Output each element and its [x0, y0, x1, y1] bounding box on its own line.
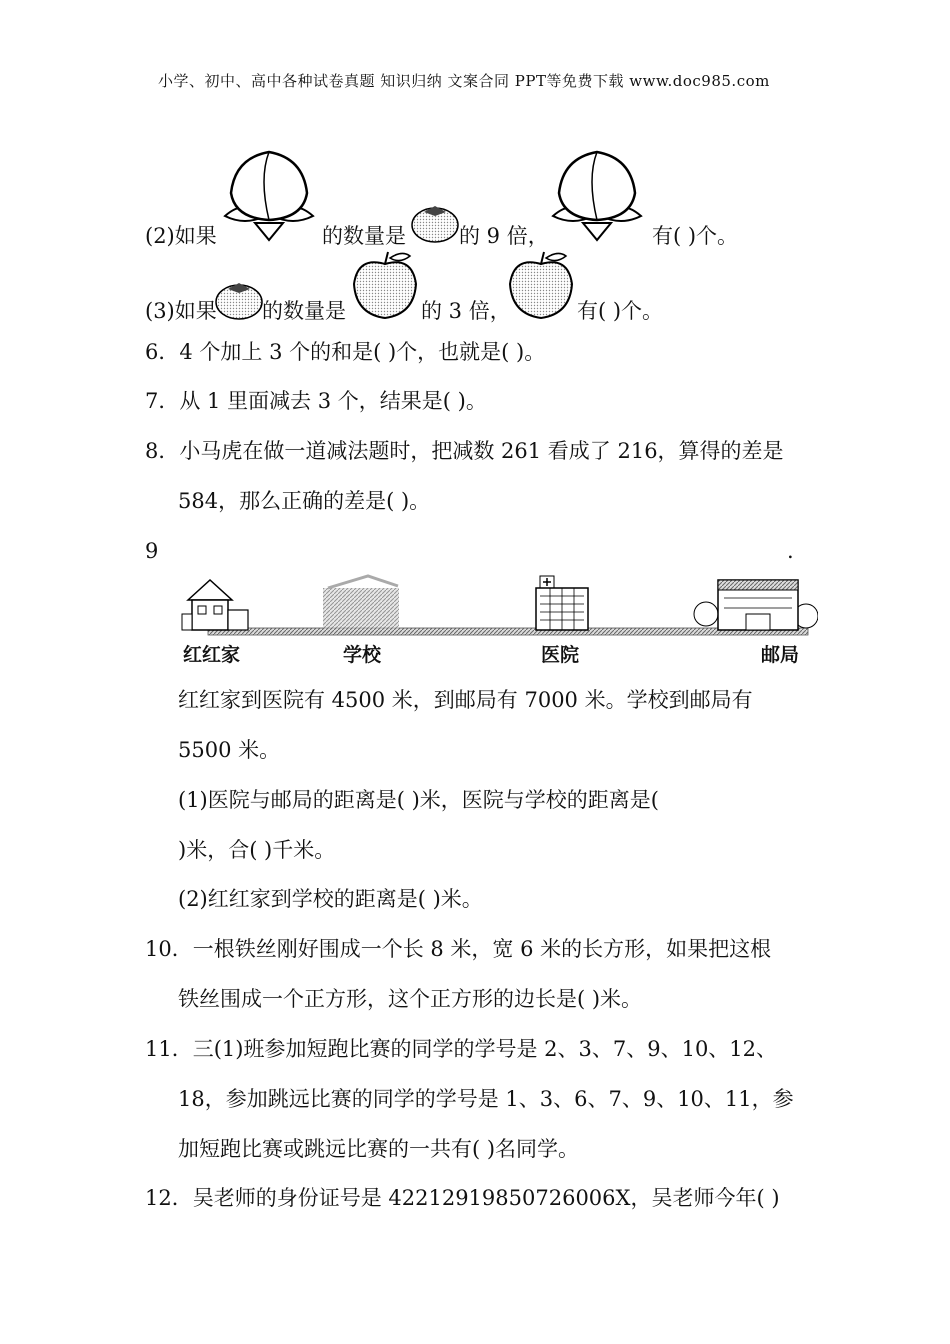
- q5-part2-mid2: 的 9 倍，: [459, 224, 549, 248]
- question-10-line2: 铁丝围成一个正方形，这个正方形的边长是( )米。: [178, 987, 643, 1011]
- q5-part3-prefix: (3)如果: [145, 299, 217, 323]
- question-9-desc1: 红红家到医院有 4500 米，到邮局有 7000 米。学校到邮局有: [178, 688, 753, 712]
- persimmon-icon: [410, 200, 460, 244]
- apple-icon: [350, 250, 420, 322]
- post-office-icon: [694, 580, 818, 630]
- q5-part3-mid1: 的数量是: [262, 299, 346, 323]
- school-icon: [323, 576, 399, 630]
- question-11-line3: 加短跑比赛或跳远比赛的一共有( )名同学。: [178, 1137, 580, 1161]
- page-header: 小学、初中、高中各种试卷真题 知识归纳 文案合同 PPT等免费下载 www.doc985.com: [158, 72, 770, 90]
- question-7: 7．从 1 里面减去 3 个，结果是( )。: [145, 389, 487, 413]
- question-8-line1: 8．小马虎在做一道减法题时，把减数 261 看成了 216，算得的差是: [145, 439, 784, 463]
- question-9-desc2: 5500 米。: [178, 738, 281, 762]
- hospital-icon: [536, 576, 588, 630]
- question-8-line2: 584，那么正确的差是( )。: [178, 489, 431, 513]
- q5-part2-suffix: 有( )个。: [652, 224, 739, 248]
- house-icon: [182, 580, 248, 630]
- question-10-line1: 10．一根铁丝刚好围成一个长 8 米，宽 6 米的长方形，如果把这根: [145, 937, 772, 961]
- question-11-line2: 18，参加跳远比赛的同学的学号是 1、3、6、7、9、10、11，参: [178, 1087, 794, 1111]
- q5-part3-suffix: 有( )个。: [577, 299, 664, 323]
- label-hospital: 医院: [541, 644, 580, 666]
- question-11-line1: 11．三(1)班参加短跑比赛的同学的学号是 2、3、7、9、10、12、: [145, 1037, 778, 1061]
- peach-icon: [543, 148, 651, 246]
- question-9-sub1-line2: )米，合( )千米。: [178, 838, 336, 862]
- label-school: 学校: [343, 644, 382, 666]
- question-9-sub2: (2)红红家到学校的距离是( )米。: [178, 887, 483, 911]
- peach-icon: [215, 148, 323, 246]
- q5-part3-mid2: 的 3 倍，: [421, 299, 511, 323]
- route-diagram: [178, 570, 818, 640]
- q5-part2-mid1: 的数量是: [322, 224, 406, 248]
- question-9-sub1-line1: (1)医院与邮局的距离是( )米，医院与学校的距离是(: [178, 788, 659, 812]
- label-post-office: 邮局: [761, 644, 800, 666]
- label-home: 红红家: [183, 644, 241, 666]
- question-9-dot: .: [787, 539, 794, 563]
- persimmon-icon: [214, 277, 264, 321]
- apple-icon: [506, 250, 576, 322]
- question-12-line1: 12．吴老师的身份证号是 42212919850726006X，吴老师今年( ): [145, 1186, 780, 1210]
- q5-part2-prefix: (2)如果: [145, 224, 217, 248]
- question-6: 6．4 个加上 3 个的和是( )个，也就是( )。: [145, 340, 546, 364]
- question-9-number: 9: [145, 539, 159, 563]
